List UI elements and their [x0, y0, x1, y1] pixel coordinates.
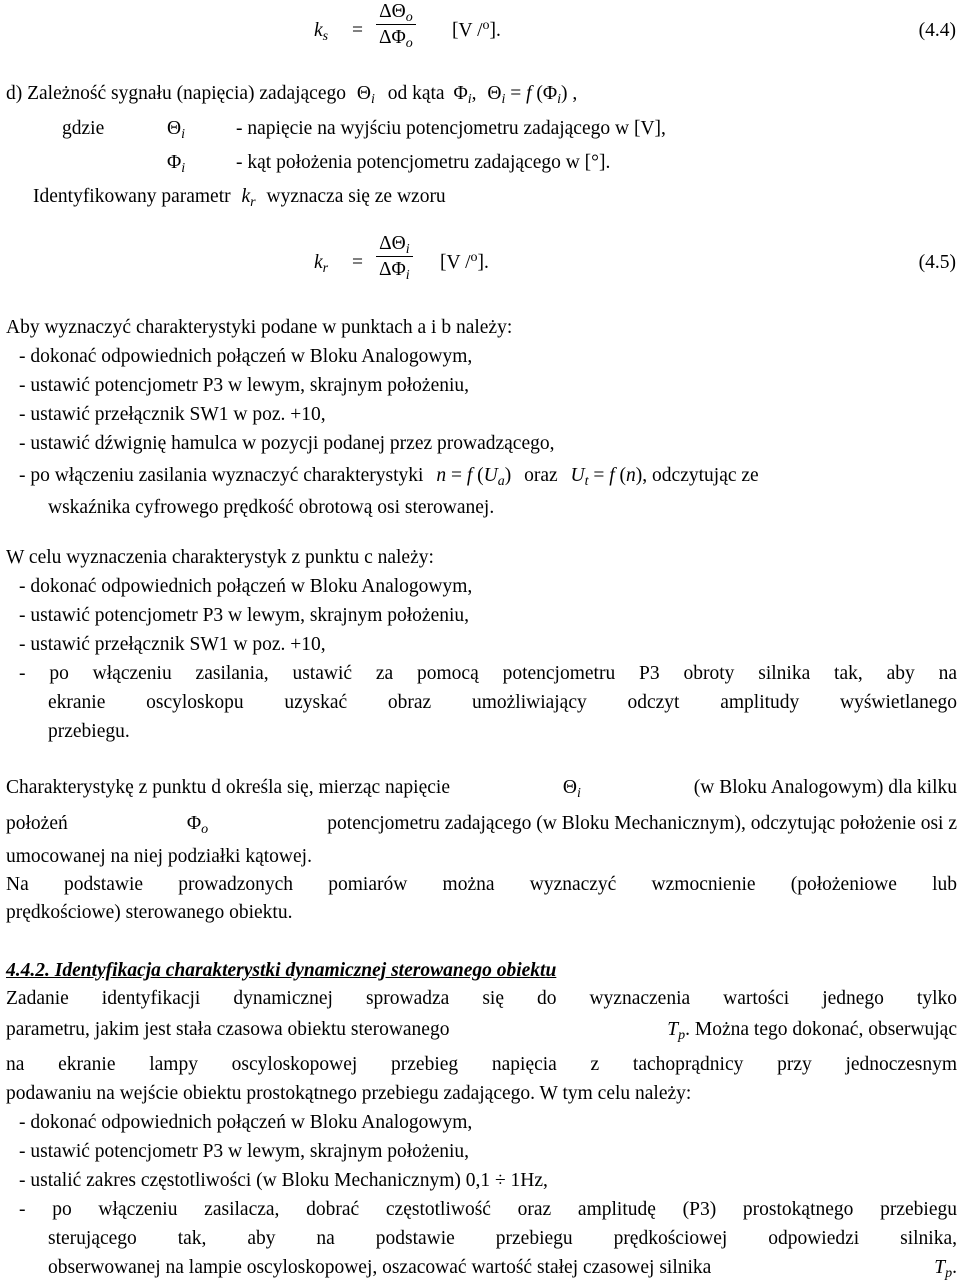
- paragraph-text: Na podstawie prowadzonych pomiarów można wyznaczyć wzmocnienie (położeniowe lub: [6, 874, 957, 895]
- paragraph-text: potencjometru zadającego (w Bloku Mechanicznym), odczytując położenie osi z: [327, 813, 957, 834]
- eq-den-sub: i: [405, 268, 410, 283]
- eq-sub: a: [497, 474, 505, 489]
- eq-U: U: [570, 465, 585, 486]
- eq-equals: =: [352, 20, 363, 41]
- identify-text2: wyznacza się ze wzoru: [266, 186, 446, 207]
- eq-unit: [V /: [440, 252, 471, 273]
- list-item: - dokonać odpowiednich połączeń w Bloku Analogowym,: [19, 1112, 473, 1133]
- eq-den-sub: o: [405, 36, 413, 51]
- eq-fraction: [376, 232, 413, 283]
- list-item: - ustawić przełącznik SW1 w poz. +10,: [19, 634, 326, 655]
- eq-open: (: [614, 465, 627, 486]
- eq-unit: [V /: [452, 20, 483, 41]
- section-442-line2: [6, 1016, 957, 1044]
- section-d-line1: [6, 774, 957, 802]
- eq-equals: =: [352, 252, 363, 273]
- phi-sub: o: [201, 822, 209, 837]
- item-d-text: d) Zależność sygnału (napięcia) zadającego: [6, 83, 346, 104]
- paragraph-text: umocowanej na niej podziałki kątowej.: [6, 846, 312, 867]
- eq-close: ): [635, 465, 643, 486]
- relation-theta-sub: i: [501, 92, 506, 107]
- paragraph-text: . Można tego dokonać, obserwując: [685, 1019, 957, 1040]
- section-c-intro: W celu wyznaczenia charakterystyk z punktu c należy:: [6, 547, 434, 568]
- tp-var: T: [667, 1019, 679, 1040]
- list-item-continuation: ekranie oscyloskopu uzyskać obraz umożliwiający odczyt amplitudy wyświetlanego: [48, 692, 957, 713]
- eq-num-sub: o: [405, 10, 413, 25]
- eq-equals: =: [588, 465, 610, 486]
- list-item: - ustawić przełącznik SW1 w poz. +10,: [19, 404, 326, 425]
- tp-sub: p: [945, 1266, 953, 1281]
- theta-sub: i: [576, 786, 581, 801]
- where-theta-sub: i: [181, 127, 185, 142]
- identify-var-sub: r: [250, 195, 256, 210]
- list-item: - ustawić potencjometr P3 w lewym, skrajnym położeniu,: [19, 605, 470, 626]
- eq-var: k: [314, 20, 323, 41]
- phi-symbol: Φ: [186, 813, 202, 834]
- identify-var: k: [241, 186, 251, 207]
- identify-line: [33, 183, 446, 211]
- relation-f: f: [526, 83, 532, 104]
- item-d-text2: od kąta: [387, 83, 445, 104]
- list-item: - po włączeniu zasilacza, dobrać częstotliwość oraz amplitudę (P3) prostokątnego przebiegu: [19, 1199, 957, 1220]
- eq-den: ΔΦ: [379, 259, 406, 280]
- list-item-continuation: [48, 1254, 957, 1282]
- section-d-line2: [6, 810, 957, 838]
- period: .: [952, 1257, 957, 1278]
- theta-symbol: Θ: [562, 777, 577, 798]
- list-item: - ustalić zakres częstotliwości (w Bloku Mechanicznym) 0,1 ÷ 1Hz,: [19, 1170, 548, 1191]
- theta-sub: i: [370, 92, 375, 107]
- equation-number-4-5: (4.5): [918, 252, 956, 273]
- eq-num: ΔΘ: [379, 1, 406, 22]
- tp-sub: p: [678, 1028, 686, 1043]
- list-item-continuation: przebiegu.: [48, 721, 130, 742]
- list-item: - ustawić potencjometr P3 w lewym, skrajnym położeniu,: [19, 375, 470, 396]
- relation-phi-sub: i: [557, 92, 562, 107]
- eq-n: n: [436, 465, 447, 486]
- eq-open: (: [472, 465, 484, 486]
- paragraph-text: (w Bloku Analogowym) dla kilku: [693, 777, 957, 798]
- eq-den: ΔΦ: [379, 27, 406, 48]
- eq-f: f: [609, 465, 615, 486]
- equation-number-4-4: (4.4): [918, 20, 956, 41]
- paragraph-text: Charakterystykę z punktu d określa się, mierząc napięcie: [6, 777, 450, 798]
- list-item: - ustawić dźwignię hamulca w pozycji podanej przez prowadzącego,: [19, 433, 555, 454]
- comma: ,: [471, 83, 477, 104]
- paragraph-text: położeń: [6, 813, 68, 834]
- eq-equals: =: [446, 465, 467, 486]
- item-d-line: [6, 80, 577, 108]
- eq-num-sub: i: [405, 242, 410, 257]
- eq-sub: s: [322, 29, 329, 44]
- where-label: gdzie: [62, 118, 105, 139]
- paragraph-text: podawaniu na wejście obiektu prostokątnego przebiegu zadającego. W tym celu należy:: [6, 1083, 692, 1104]
- list-item-text: - po włączeniu zasilania wyznaczyć charakterystyki: [19, 465, 424, 486]
- phi-symbol: Φ: [453, 83, 468, 104]
- eq-unit-sup: o: [482, 18, 490, 33]
- theta-symbol: Θ: [356, 83, 371, 104]
- list-item-continuation: wskaźnika cyfrowego prędkość obrotową osi sterowanej.: [48, 497, 495, 518]
- list-item: - po włączeniu zasilania, ustawić za pomocą potencjometru P3 obroty silnika tak, aby na: [19, 663, 957, 684]
- where-theta: Θ: [167, 118, 182, 139]
- eq-U: U: [483, 465, 498, 486]
- where-phi-desc: - kąt położenia potencjometru zadającego w [°].: [236, 152, 611, 173]
- eq-unit-sup: o: [470, 250, 478, 265]
- eq-n: n: [626, 465, 636, 486]
- paragraph-text: obserwowanej na lampie oscyloskopowej, oszacować wartość stałej czasowej silnika: [48, 1257, 712, 1278]
- list-item: [19, 462, 957, 490]
- where-phi: Φ: [167, 152, 182, 173]
- paragraph-text: na ekranie lampy oscyloskopowej przebieg napięcia z tachoprądnicy przy jednoczesnym: [6, 1054, 957, 1075]
- paragraph-text: prędkościowe) sterowanego obiektu.: [6, 902, 293, 923]
- list-item: - ustawić potencjometr P3 w lewym, skrajnym położeniu,: [19, 1141, 470, 1162]
- list-item: - dokonać odpowiednich połączeń w Bloku Analogowym,: [19, 346, 473, 367]
- relation-theta: Θ: [487, 83, 502, 104]
- relation-equals: =: [505, 83, 527, 104]
- oraz-text: oraz: [524, 465, 558, 486]
- eq-num: ΔΘ: [379, 233, 406, 254]
- where-phi-sub: i: [181, 161, 186, 176]
- eq-close: ): [504, 465, 512, 486]
- eq-var: k: [314, 252, 323, 273]
- list-item-text-end: , odczytując ze: [642, 465, 759, 486]
- relation-open: (Φ: [531, 83, 558, 104]
- identify-text: Identyfikowany parametr: [33, 186, 231, 207]
- eq-unit-close: ].: [477, 252, 489, 273]
- paragraph-text: parametru, jakim jest stała czasowa obiektu sterowanego: [6, 1019, 450, 1040]
- relation-close: ) ,: [561, 83, 578, 104]
- eq-sub: t: [584, 474, 589, 489]
- phi-sub: i: [467, 92, 472, 107]
- eq-unit-close: ].: [489, 20, 501, 41]
- paragraph-text: Zadanie identyfikacji dynamicznej sprowadza się do wyznaczenia wartości jednego tylko: [6, 988, 957, 1009]
- eq-sub: r: [322, 261, 329, 276]
- list-item-continuation: sterującego tak, aby na podstawie przebiegu prędkościowej odpowiedzi silnika,: [48, 1228, 957, 1249]
- list-item: - dokonać odpowiednich połączeń w Bloku Analogowym,: [19, 576, 473, 597]
- section-ab-intro: Aby wyznaczyć charakterystyki podane w punktach a i b należy:: [6, 317, 513, 338]
- where-theta-desc: - napięcie na wyjściu potencjometru zadającego w [V],: [236, 118, 666, 139]
- tp-var: T: [934, 1257, 946, 1278]
- eq-f: f: [466, 465, 473, 486]
- section-heading: 4.4.2. Identyfikacja charakterystki dynamicznej sterowanego obiektu: [6, 960, 557, 981]
- eq-fraction: [376, 0, 416, 51]
